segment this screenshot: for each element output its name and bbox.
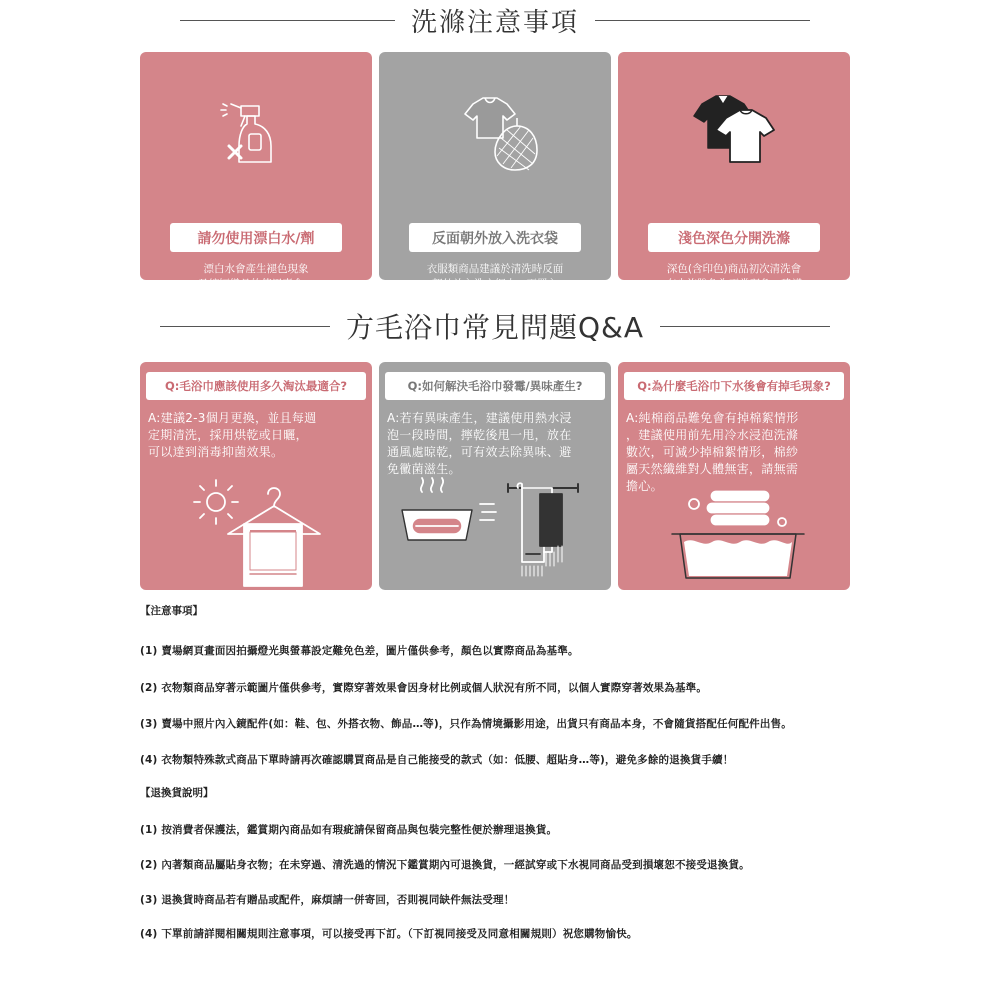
returns-item: (4) 下單前請詳閱相關規則注意事項，可以接受再下訂。（下訂視同接受及同意相關規則）祝您購物愉快。 [140,928,638,940]
wash-card-title: 淺色深色分開洗滌 [648,223,820,252]
title-divider-left [180,20,395,21]
returns-header: 【退換貨說明】 [140,787,214,799]
towels-in-water-icon [618,474,850,590]
wash-card-no-bleach [140,52,372,290]
qa-question: Q:如何解決毛浴巾發霉/異味產生? [385,372,605,400]
notes-item: (2) 衣物類商品穿著示範圖片僅供參考，實際穿著效果會因身材比例或個人狀況有所不同，以個人實際穿著效果為基準。 [140,682,708,694]
sun-towel-hanger-icon [140,474,372,590]
notes-header: 【注意事項】 [140,605,203,617]
wash-card-title: 反面朝外放入洗衣袋 [409,223,581,252]
wash-card-description: 深色(含印色)商品初次清洗會 有少許脫色為正常現象，建議 深色與淺色衣物分開洗滌。 [665,263,803,305]
notes-item: (4) 衣物類特殊款式商品下單時請再次確認購買商品是自己能接受的款式（如：低腰、超貼身…等)，避免多餘的退換貨手續！ [140,754,734,766]
returns-item: (1) 按消費者保護法，鑑賞期內商品如有瑕疵請保留商品與包裝完整性便於辦理退換貨。 [140,824,558,836]
title-divider-left [160,326,330,327]
section-heading: 方毛浴巾常見問題Q&A [345,311,645,344]
section-heading: 洗滌注意事項 [410,7,579,38]
hot-water-towel-rack-icon [379,474,611,590]
wash-card-description: 衣服類商品建議於清洗時反面 朝外放入洗衣網中，再置入 洗衣機可以延長使用壽命。 [426,263,564,305]
returns-item: (2) 內著類商品屬貼身衣物；在未穿過、清洗過的情況下鑑賞期內可退換貨，一經試穿或下水視同商品受到損壞恕不接受退換貨。 [140,859,750,871]
returns-item: (3) 退換貨時商品若有贈品或配件，麻煩請一併寄回，否則視同缺件無法受理！ [140,894,515,906]
spray-bottle-no-bleach-icon [140,66,372,196]
qa-answer: A:若有異味產生，建議使用熱水浸 泡一段時間，擰乾後甩一甩，放在 通風處晾乾，可有效去除異味、避 免黴菌滋生。 [387,411,572,476]
wash-card-laundry-bag [379,52,611,305]
notes-item: (3) 賣場中照片內入鏡配件(如：鞋、包、外搭衣物、飾品…等)，只作為情境攝影用途，出貨只有商品本身，不會隨貨搭配任何配件出售。 [140,718,792,730]
qa-card-mold-odor [379,362,611,590]
title-divider-right [595,20,810,21]
qa-question: Q:毛浴巾應該使用多久淘汰最適合? [146,372,366,400]
section-title-qa [0,308,990,344]
title-divider-right [660,326,830,327]
qa-card-replacement [140,362,372,590]
qa-question: Q:為什麼毛浴巾下水後會有掉毛現象? [624,372,844,400]
section-title-washing [0,4,990,36]
wash-card-separate-colors [618,52,850,305]
qa-card-lint [618,362,850,590]
qa-answer: A:純棉商品難免會有掉棉絮情形 ，建議使用前先用冷水浸泡洗滌 數次，可減少掉棉絮情形，棉紗 屬天然纖維對人體無害，請無需 擔心。 [626,411,799,493]
wash-card-title: 請勿使用漂白水/劑 [170,223,342,252]
notes-item: (1) 賣場網頁畫面因拍攝燈光與螢幕設定難免色差，圖片僅供參考，顏色以實際商品為基準。 [140,645,579,657]
tshirt-laundry-bag-icon [379,66,611,196]
qa-answer: A:建議2-3個月更換，並且每週 定期清洗，採用烘乾或日曬， 可以達到消毒抑菌效果。 [148,411,317,459]
wash-card-description: 漂白水會產生褪色現象 及縮短織品的使用壽命。 [198,263,314,290]
dark-light-shirts-icon [618,66,850,196]
